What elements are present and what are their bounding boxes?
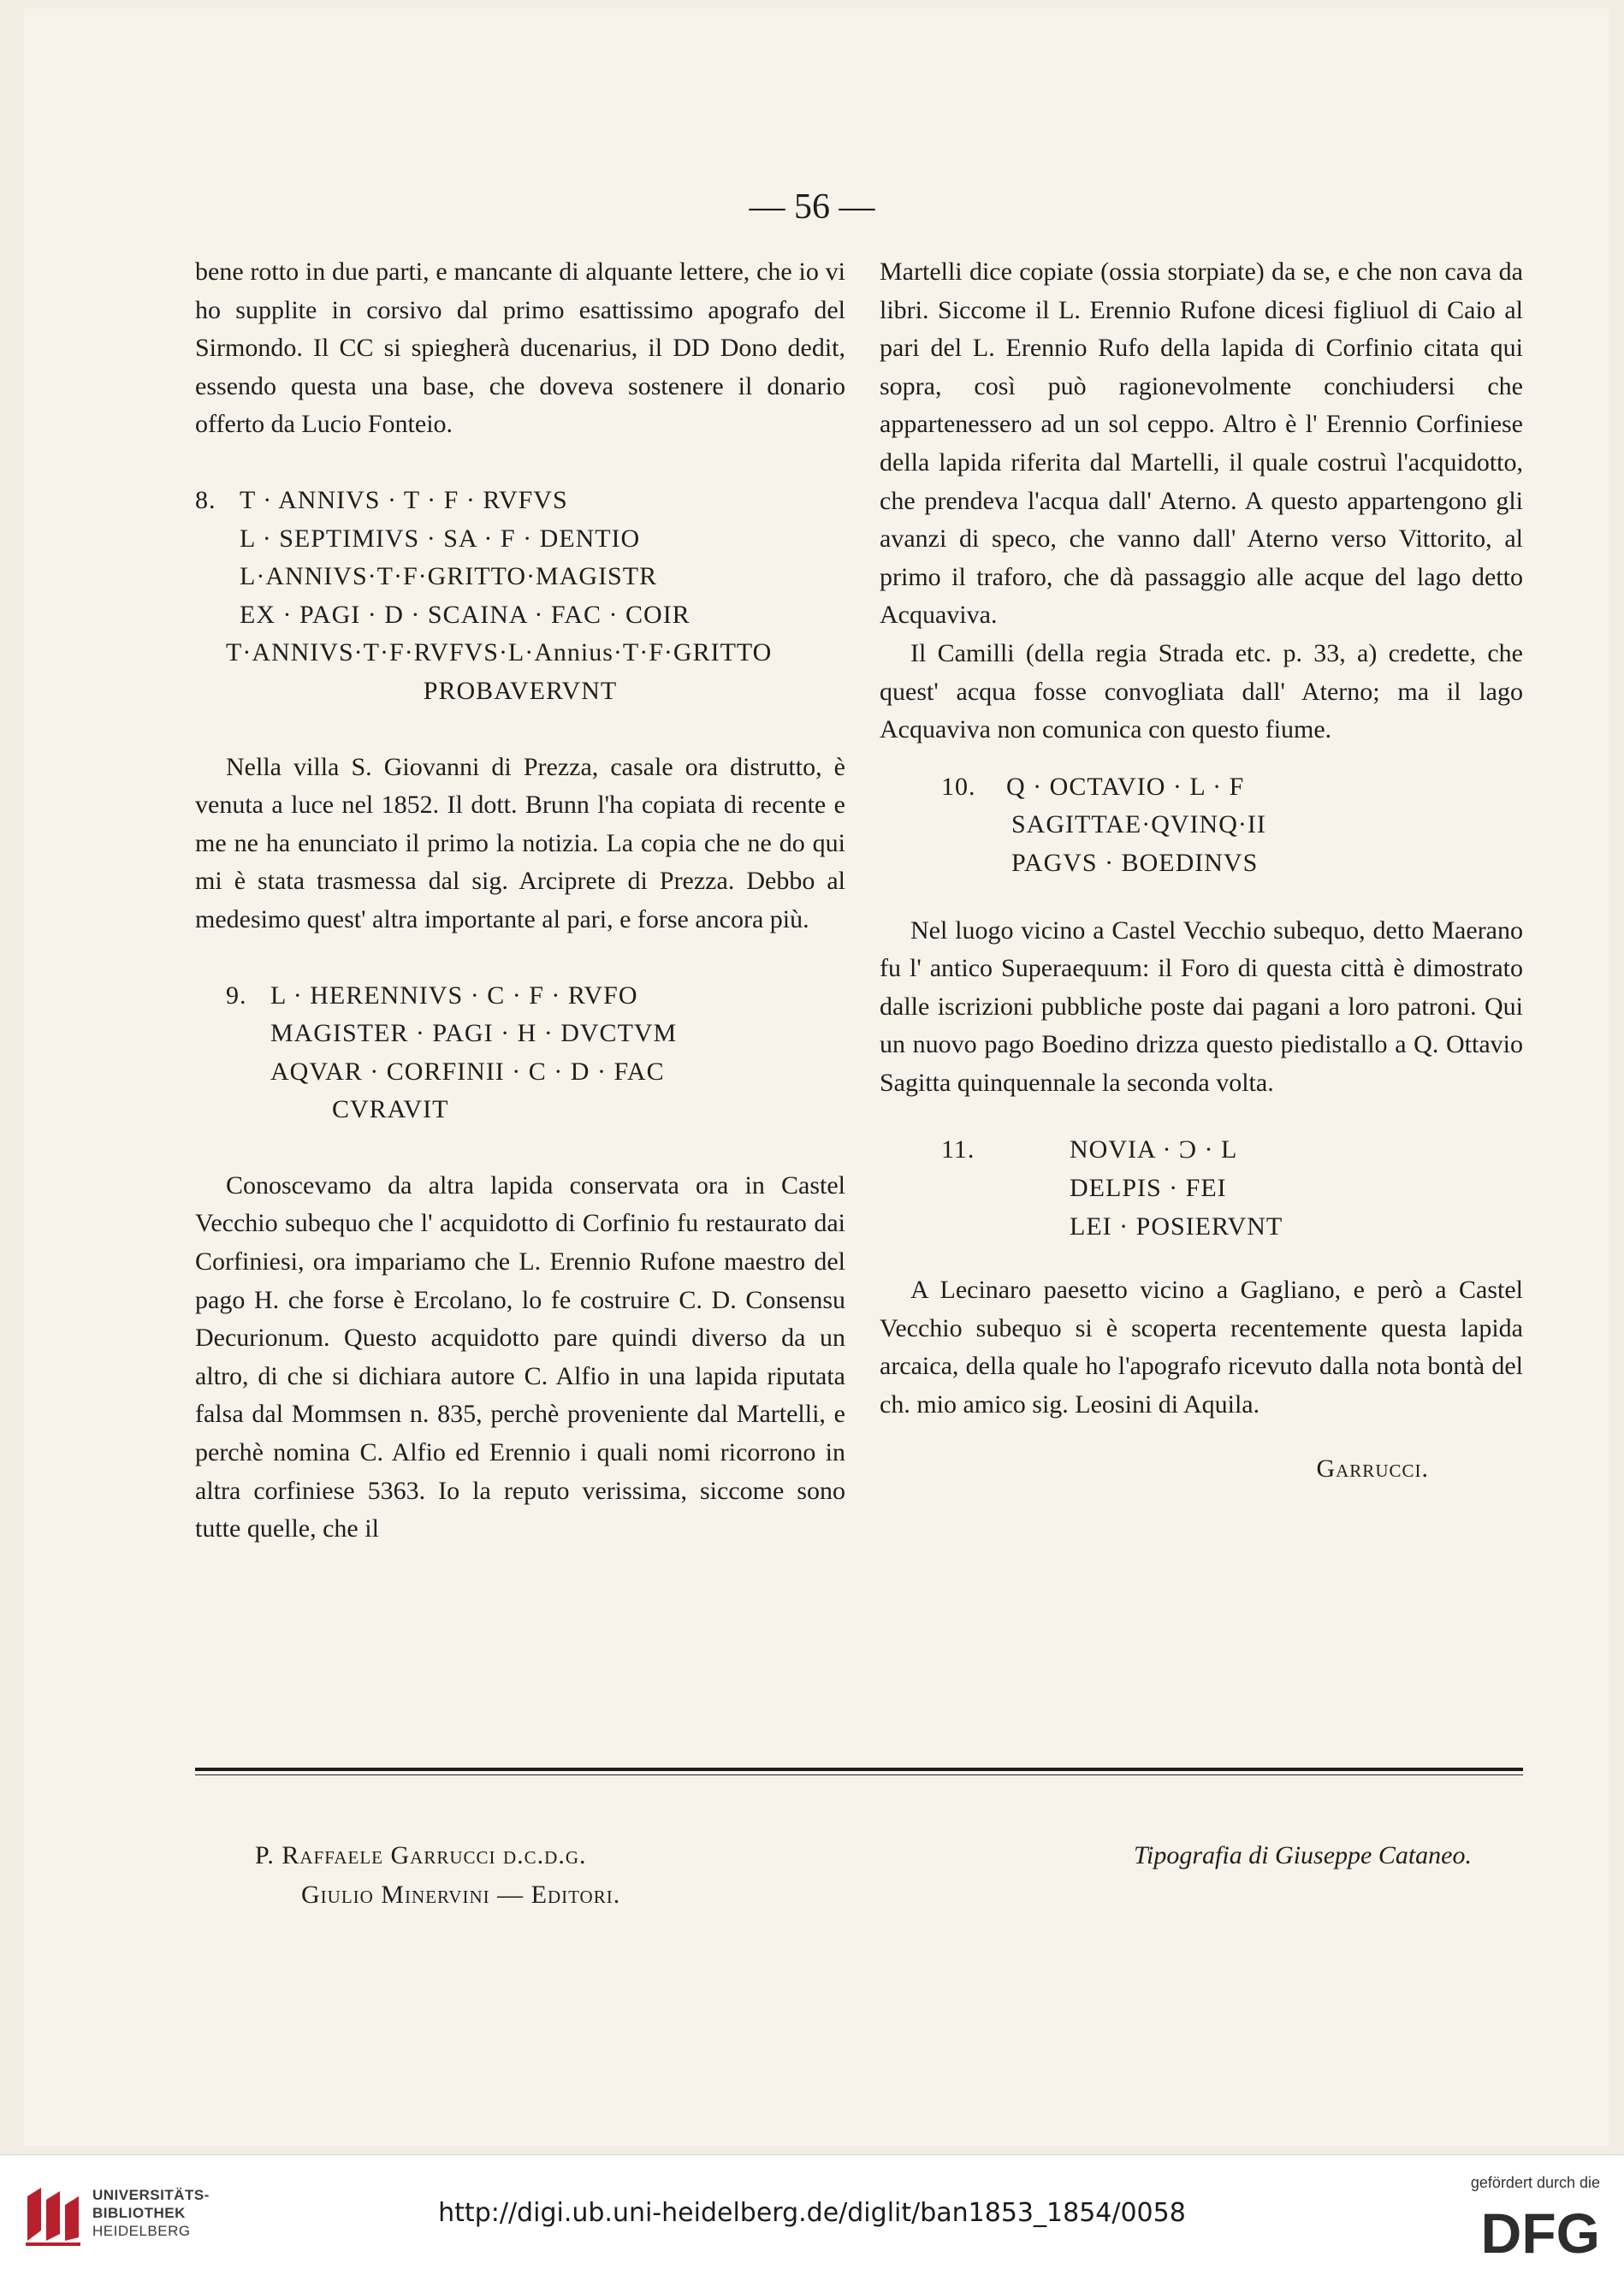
inscription-line: DELPIS · FEI <box>1070 1174 1227 1203</box>
editor-line-1: P. Raffaele Garrucci d.c.d.g. <box>255 1841 587 1869</box>
footer-rule-thin <box>195 1774 1523 1775</box>
page-number: — 56 — <box>749 187 875 227</box>
inscription-number: 11. <box>941 1135 975 1164</box>
inscription-line: MAGISTER · PAGI · H · DVCTVM <box>270 1019 678 1048</box>
inscription-line: Q · OCTAVIO · L · F <box>1006 772 1245 801</box>
editor-line-2: Giulio Minervini — Editori. <box>301 1881 621 1909</box>
inscription-11 <box>880 1131 1523 1246</box>
institution-line-1: UNIVERSITÄTS- <box>92 2187 210 2203</box>
left-column <box>195 253 845 1549</box>
inscription-line: T · ANNIVS · T · F · RVFVS <box>240 485 568 514</box>
inscription-line: T·ANNIVS·T·F·RVFVS·L·Annius·T·F·GRITTO <box>226 638 773 667</box>
editors-credit <box>255 1836 620 1915</box>
left-paragraph-2: Nella villa S. Giovanni di Prezza, casale ora distrutto, è venuta a luce nel 1852. Il dott. Brunn l'ha copiata di recente e me ne ha enunciato il primo la notizia. La copia che ne do qui mi è stata trasmessa dal sig. Arciprete di Prezza. Debbo al medesimo quest' altra importante al pari, e forse ancora più. <box>195 752 845 933</box>
institution-line-2: BIBLIOTHEK <box>92 2205 186 2221</box>
inscription-number: 9. <box>226 981 247 1010</box>
inscription-line: L · SEPTIMIVS · SA · F · DENTIO <box>240 524 641 553</box>
right-column <box>880 253 1523 1488</box>
inscription-line: L·ANNIVS·T·F·GRITTO·MAGISTR <box>240 562 658 591</box>
left-paragraph-3: Conoscevamo da altra lapida conservata ora in Castel Vecchio subequo che l' acquidotto di Corfinio fu restaurato dai Corfiniesi, ora impariamo che L. Erennio Rufone maestro del pago H. che forse è Ercolano, lo fe costruire C. D. Consensu Decurionum. Questo acquidotto pare quindi diverso da un altro, di che si dichiara autore C. Alfio in una lapida riputata falsa dal Mommsen n. 835, perchè proveniente dal Martelli, e perchè nomina C. Alfio ed Erennio i quali nomi ricorrono in altra corfiniese 5363. Io la reputo verissima, siccome sono tutte quelle, che il <box>195 1170 845 1543</box>
inscription-9 <box>195 977 845 1129</box>
printer-credit: Tipografia di Giuseppe Cataneo. <box>1133 1841 1472 1869</box>
inscription-line: NOVIA · Ͻ · L <box>1070 1135 1238 1164</box>
dfg-logo-icon[interactable] <box>1437 2203 1600 2258</box>
inscription-8 <box>195 482 845 711</box>
inscription-line: SAGITTAE·QVINQ·II <box>1011 810 1266 839</box>
dfg-logo-text: DFG <box>1480 2203 1600 2258</box>
digital-library-bar <box>0 2154 1624 2275</box>
right-paragraph-4: A Lecinaro paesetto vicino a Gagliano, e però a Castel Vecchio subequo si è scoperta recentemente questa lapida arcaica, della quale ho l'apografo ricevuto dalla nota bontà del ch. mio amico sig. Leosini di Aquila. <box>880 1276 1523 1419</box>
inscription-line: LEI · POSIERVNT <box>1070 1212 1283 1241</box>
inscription-line: L · HERENNIVS · C · F · RVFO <box>270 981 638 1010</box>
inscription-number: 10. <box>941 772 976 801</box>
author-signature: Garrucci. <box>1316 1454 1429 1483</box>
left-paragraph-1: bene rotto in due parti, e mancante di alquante lettere, che io vi ho supplite in corsivo dal primo esattissimo apografo del Sirmondo. Il CC si spiegherà ducenarius, il DD Dono dedit, essendo questa una base, che doveva sostenere il donario offerto da Lucio Fonteio. <box>195 258 845 439</box>
right-paragraph-3: Nel luogo vicino a Castel Vecchio subequo, detto Maerano fu l' antico Superaequum: il Foro di questa città è dimostrato dalle iscrizioni pubbliche poste dai pagani a loro patroni. Qui un nuovo pago Boedino drizza questo piedistallo a Q. Ottavio Sagitta quinquennale la seconda volta. <box>880 915 1523 1097</box>
inscription-line: PROBAVERVNT <box>423 676 618 705</box>
sponsor-text: gefördert durch die <box>1470 2174 1600 2191</box>
inscription-line: CVRAVIT <box>332 1095 449 1124</box>
permalink-url[interactable]: http://digi.ub.uni-heidelberg.de/diglit/ban1853_1854/0058 <box>438 2198 1186 2228</box>
inscription-10 <box>880 768 1523 883</box>
inscription-number: 8. <box>195 485 216 514</box>
inscription-line: EX · PAGI · D · SCAINA · FAC · COIR <box>240 600 690 629</box>
footer-rule <box>195 1768 1523 1771</box>
inscription-line: PAGVS · BOEDINVS <box>1011 848 1259 877</box>
right-paragraph-2: Il Camilli (della regia Strada etc. p. 33, a) credette, che quest' acqua fosse convogliata dall' Aterno; ma il lago Acquaviva non comunica con questo fiume. <box>880 638 1523 744</box>
right-paragraph-1: Martelli dice copiate (ossia storpiate) da se, e che non cava da libri. Siccome il L. Erennio Rufone dicesi figliuol di Caio al pari del L. Erennio Rufo della lapida di Corfinio citata qui sopra, così può ragionevolmente conchiudersi che appartenessero ad un sol ceppo. Altro è l' Erennio Corfiniese della lapida riferita dal Martelli, il quale costruì l'acquidotto, che prendeva l'acqua dall' Aterno. A questo appartengono gli avanzi di speco, che vanno dall' Aterno verso Vittorito, al primo il traforo, che dà passaggio alle acque del lago detto Acquaviva. <box>880 258 1523 630</box>
institution-line-3: HEIDELBERG <box>92 2223 191 2239</box>
inscription-line: AQVAR · CORFINII · C · D · FAC <box>270 1057 665 1086</box>
